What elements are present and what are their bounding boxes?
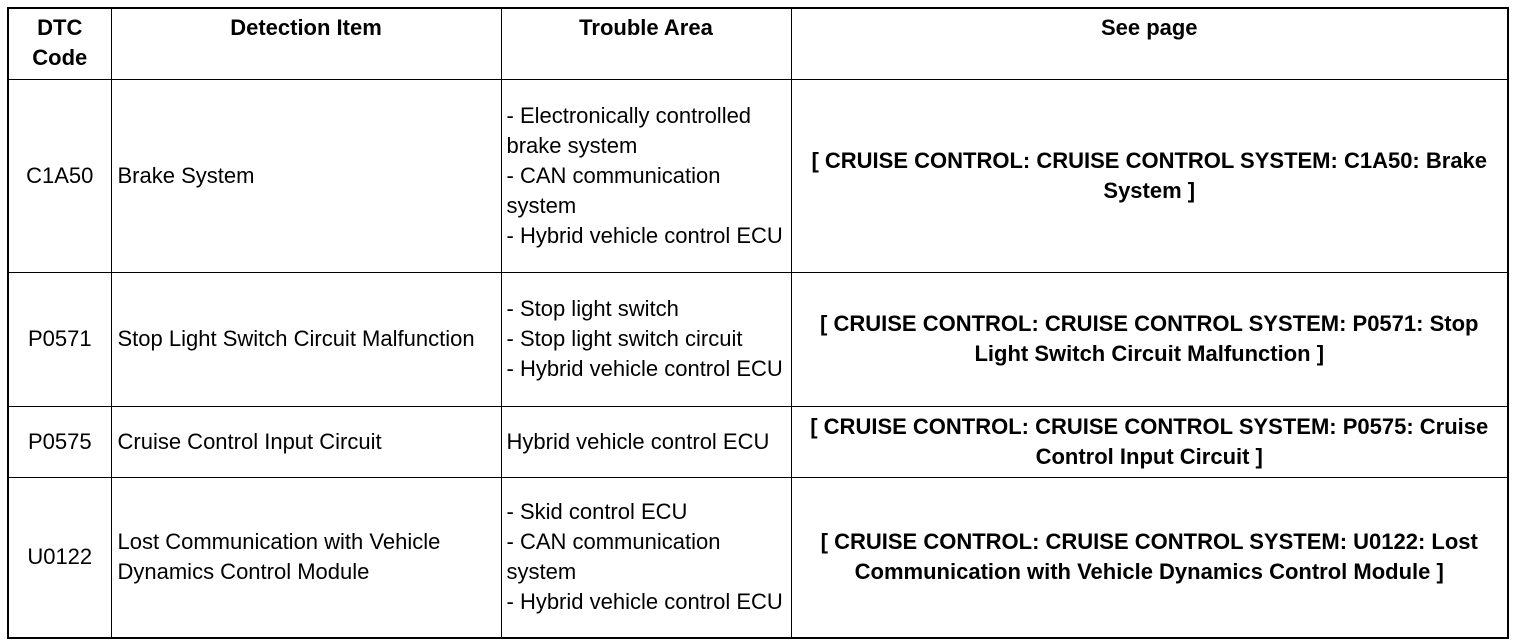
header-dtc-code: DTC Code <box>8 8 111 79</box>
table-row <box>8 79 1508 272</box>
dtc-code-cell: U0122 <box>8 477 111 638</box>
table-row <box>8 406 1508 477</box>
detection-item-cell: Cruise Control Input Circuit <box>111 406 501 477</box>
detection-item-cell: Lost Communication with Vehicle Dynamics Control Module <box>111 477 501 638</box>
see-page-link[interactable]: [ CRUISE CONTROL: CRUISE CONTROL SYSTEM: U0122: Lost Communication with Vehicle Dynamics Control Module ] <box>791 477 1508 638</box>
dtc-code-cell: C1A50 <box>8 79 111 272</box>
dtc-table <box>7 7 1509 639</box>
detection-item-cell: Stop Light Switch Circuit Malfunction <box>111 272 501 406</box>
see-page-link[interactable]: [ CRUISE CONTROL: CRUISE CONTROL SYSTEM: P0571: Stop Light Switch Circuit Malfunction ] <box>791 272 1508 406</box>
dtc-code-cell: P0571 <box>8 272 111 406</box>
trouble-area-cell: - Stop light switch - Stop light switch circuit - Hybrid vehicle control ECU <box>501 272 791 406</box>
header-detection-item: Detection Item <box>111 8 501 79</box>
header-see-page: See page <box>791 8 1508 79</box>
header-trouble-area: Trouble Area <box>501 8 791 79</box>
see-page-link[interactable]: [ CRUISE CONTROL: CRUISE CONTROL SYSTEM: P0575: Cruise Control Input Circuit ] <box>791 406 1508 477</box>
trouble-area-cell: Hybrid vehicle control ECU <box>501 406 791 477</box>
table-header-row <box>8 8 1508 79</box>
detection-item-cell: Brake System <box>111 79 501 272</box>
see-page-link[interactable]: [ CRUISE CONTROL: CRUISE CONTROL SYSTEM: C1A50: Brake System ] <box>791 79 1508 272</box>
trouble-area-cell: - Electronically controlled brake system - CAN communication system - Hybrid vehicle control ECU <box>501 79 791 272</box>
table-row <box>8 272 1508 406</box>
trouble-area-cell: - Skid control ECU - CAN communication system - Hybrid vehicle control ECU <box>501 477 791 638</box>
dtc-code-cell: P0575 <box>8 406 111 477</box>
table-row <box>8 477 1508 638</box>
